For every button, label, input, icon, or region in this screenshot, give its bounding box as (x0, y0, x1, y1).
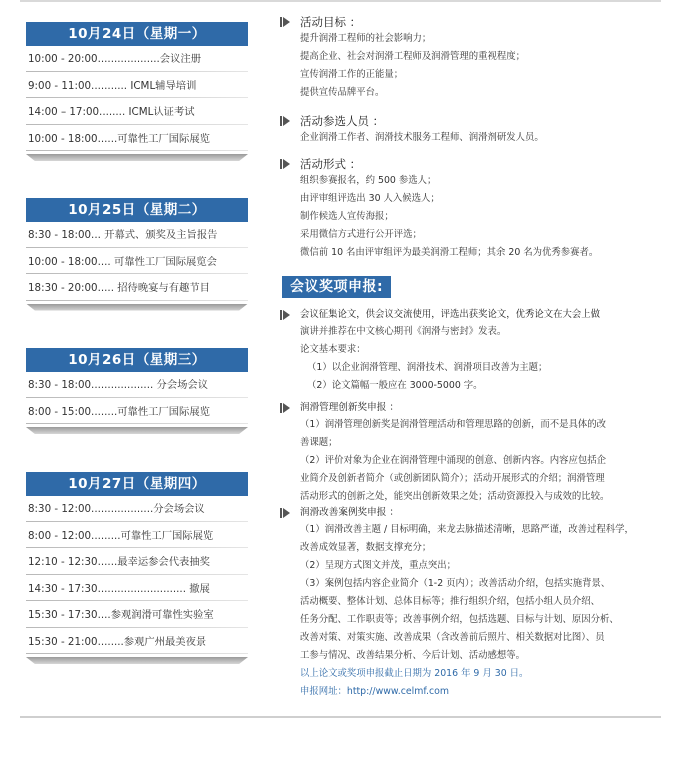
section-title: 润滑改善案例奖申报 ： (300, 507, 399, 518)
text-line: 任务分配、工作职责等；改善事例介绍，包括选题、目标与计划、原因分析、 (300, 614, 619, 625)
text-line: （3）案例包括内容企业简介（1-2 页内）；改善活动介绍，包括实施背景、 (300, 578, 611, 589)
website-link[interactable]: 申报网址：http://www.celmf.com (300, 686, 449, 697)
bullet-arrow-icon (283, 403, 290, 413)
schedule-row: 15:30 - 17:30....参观润滑可靠性实验室 (26, 602, 248, 629)
day-footer-bar (26, 154, 248, 161)
schedule-day-1 (26, 22, 248, 161)
schedule-row: 8:30 - 18:00................... 分会场会议 (26, 372, 248, 399)
text-line: 善课题； (300, 437, 338, 448)
text-line: 制作候选人宣传海报； (300, 211, 394, 222)
schedule-row: 14:30 - 17:30........................... 撤展 (26, 576, 248, 603)
text-line: 组织参赛报名，约 500 参选人； (300, 175, 437, 186)
day-footer-bar (26, 657, 248, 664)
day-header: 10月27日（星期四） (26, 472, 248, 496)
text-line: 改善成效显著，数据支撑充分； (300, 542, 432, 553)
text-line: 活动形式的创新之处，能突出创新效果之处；活动资源投入与成效的比较。 (300, 491, 610, 502)
day-header: 10月26日（星期三） (26, 348, 248, 372)
bullet-arrow-icon (283, 17, 290, 27)
section-cases (280, 505, 665, 701)
text-line: 改善对策、对策实施、改善成果（含改善前后照片、相关数据对比图）、员 (300, 632, 605, 643)
section-papers (280, 307, 665, 395)
schedule-day-4 (26, 472, 248, 664)
bullet-arrow-icon (283, 508, 290, 518)
schedule-day-3 (26, 348, 248, 434)
text-line: （1）润滑管理创新奖是润滑管理活动和管理思路的创新，而不是具体的改 (300, 419, 606, 430)
schedule-row: 12:10 - 12:30......最幸运参会代表抽奖 (26, 549, 248, 576)
schedule-row: 10:00 - 18:00.... 可靠性工厂国际展览会 (26, 249, 248, 276)
top-divider (20, 0, 661, 2)
day-header: 10月24日（星期一） (26, 22, 248, 46)
bullet-arrow-icon (283, 159, 290, 169)
text-line: 工参与情况、改善结果分析、今后计划、活动感想等。 (300, 650, 526, 661)
section-participants (280, 113, 665, 147)
text-line: 提升润滑工程师的社会影响力； (300, 33, 432, 44)
text-line: 由评审组评选出 30 人入候选人； (300, 193, 440, 204)
text-line: 演讲并推荐在中文核心期刊《润滑与密封》发表。 (300, 326, 507, 337)
text-line: 业简介及创新者简介（或创新团队简介）；活动开展形式的介绍；润滑管理 (300, 473, 605, 484)
schedule-row: 9:00 - 11:00........... ICML辅导培训 (26, 73, 248, 100)
bullet-arrow-icon (283, 310, 290, 320)
section-format (280, 156, 665, 262)
section-goals (280, 14, 665, 102)
schedule-row: 14:00 – 17:00........ ICML认证考试 (26, 99, 248, 126)
text-line: （2）论文篇幅一般应在 3000-5000 字。 (307, 380, 483, 391)
award-section-banner: 会议奖项申报: (282, 276, 391, 298)
schedule-row: 8:00 - 15:00........可靠性工厂国际展览 (26, 399, 248, 426)
day-footer-bar (26, 304, 248, 311)
text-line: 采用微信方式进行公开评选； (300, 229, 422, 240)
text-line: （2）呈现方式图文并茂，重点突出； (300, 560, 456, 571)
text-line: 宣传润滑工作的正能量； (300, 69, 404, 80)
schedule-day-2 (26, 198, 248, 311)
deadline-text: 以上论文或奖项申报截止日期为 2016 年 9 月 30 日。 (300, 668, 529, 679)
schedule-row: 18:30 - 20:00..... 招待晚宴与有趣节目 (26, 275, 248, 302)
day-footer-bar (26, 427, 248, 434)
schedule-row: 8:30 - 18:00... 开幕式、颁奖及主旨报告 (26, 222, 248, 249)
section-title: 会议征集论文，供会议交流使用，评选出获奖论文，优秀论文在大会上做 (300, 309, 601, 320)
bottom-divider (20, 716, 661, 718)
bullet-arrow-icon (283, 116, 290, 126)
schedule-row: 10:00 - 18:00......可靠性工厂国际展览 (26, 126, 248, 153)
section-title: 润滑管理创新奖申报 ： (300, 402, 399, 413)
section-title: 活动参选人员 ： (300, 114, 385, 128)
section-title: 活动形式 ： (300, 157, 362, 171)
text-line: 企业润滑工作者、润滑技术服务工程师、润滑剂研发人员。 (300, 132, 544, 143)
schedule-row: 15:30 - 21:00........参观广州最美夜景 (26, 629, 248, 656)
text-line: 提高企业、社会对润滑工程师及润滑管理的重视程度； (300, 51, 526, 62)
section-title: 活动目标 ： (300, 15, 362, 29)
text-line: （2）评价对象为企业在润滑管理中涌现的创意、创新内容。内容应包括企 (300, 455, 606, 466)
text-line: 活动概要、整体计划、总体目标等；推行组织介绍，包括小组人员介绍、 (300, 596, 601, 607)
text-line: 论文基本要求： (300, 344, 366, 355)
text-line: 微信前 10 名由评审组评为最美润滑工程师；其余 20 名为优秀参赛者。 (300, 247, 599, 258)
section-innovation (280, 400, 665, 506)
text-line: （1）润滑改善主题 / 目标明确，来龙去脉描述清晰，思路严谨，改善过程科学， (300, 524, 634, 535)
schedule-row: 8:00 - 12:00.........可靠性工厂国际展览 (26, 523, 248, 550)
schedule-row: 10:00 - 20:00...................会议注册 (26, 46, 248, 73)
day-header: 10月25日（星期二） (26, 198, 248, 222)
text-line: 提供宣传品牌平台。 (300, 87, 385, 98)
text-line: （1）以企业润滑管理、润滑技术、润滑项目改善为主题； (307, 362, 548, 373)
schedule-row: 8:30 - 12:00...................分会场会议 (26, 496, 248, 523)
